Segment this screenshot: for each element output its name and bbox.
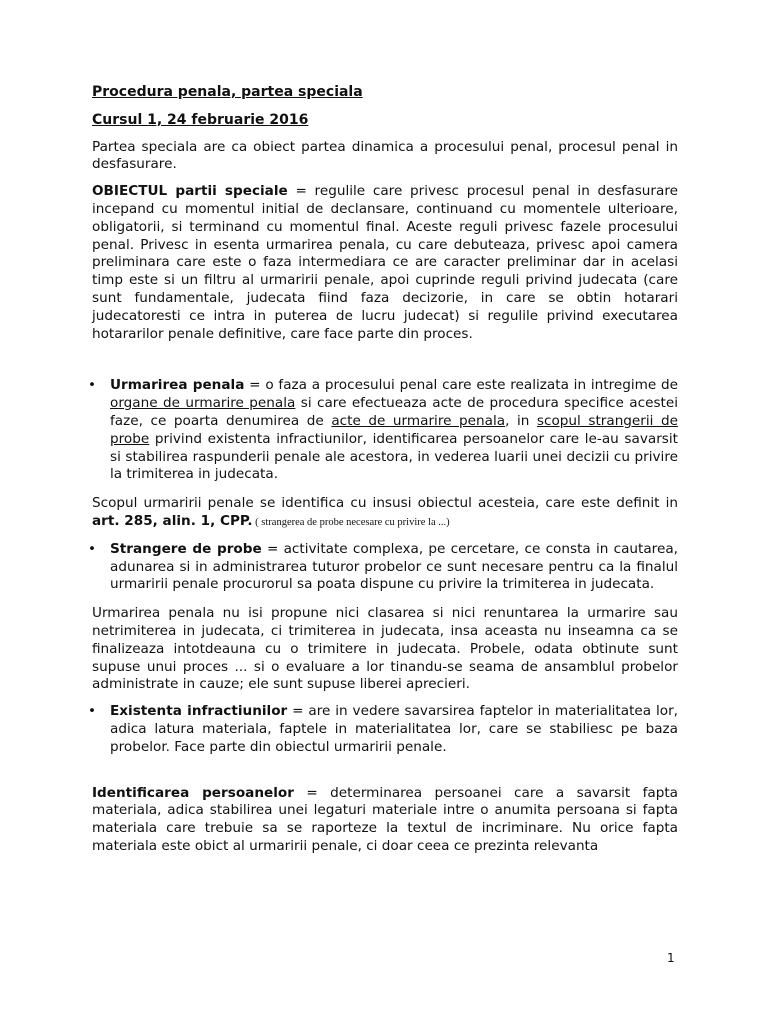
objective-text: = regulile care privesc procesul penal in desfasurare incepand cu momentul initial de declansare, continuand cu momentele ulterioare, obligatorii, si terminand cu momentul final. Aceste reguli privesc fazele procesului penal. Privesc in esenta urmarirea penala, cu care debuteaza, privesc apoi camera preliminara care este o faza intermediara ce are caracter preliminar dar in acelasi timp este si un filtru al urmaririi penale, apoi cuprinde reguli privind judecata (care sunt fundamentale, judecata fiind faza decizorie, in care se obtin hotarari judecatoresti ce intra in puterea de lucru judecat) si regulile privind executarea hotararilor penale definitive, care face parte din proces. (92, 183, 678, 342)
urmarirea-underlined-organe: organe de urmarire penala (110, 395, 296, 412)
identificarea-text: = determinarea persoanei care a savarsit fapta materiala, adica stabilirea unei legaturi materiale intre o anumita persoana si fapta materiala care trebuie sa se raporteze la textul de incriminare. Nu orice fapta materiala este obict al urmaririi penale, ci doar ceea ce prezinta relevanta (92, 784, 678, 854)
strangere-term: Strangere de probe (110, 540, 262, 557)
lecture-heading: Cursul 1, 24 februarie 2016 (92, 111, 309, 128)
existenta-text: = are in vedere savarsirea faptelor in materialitatea lor, adica latura materiala, faptele in materialitatea lor, care se stabiliesc pe baza probelor. Face parte din obiectul urmaririi penale. (110, 703, 678, 755)
strangere-text: = activitate complexa, pe cercetare, ce consta in cautarea, adunarea si in administrarea tuturor probelor ce sunt necesare pentru ca la finalul urmaririi penale procurorul sa poata dispune cu privire la trimiterea in judecata. (110, 540, 678, 593)
identificarea-paragraph (92, 785, 678, 856)
scopul-paragraph (92, 495, 678, 532)
scopul-text: Scopul urmaririi penale se identifica cu insusi obiectul acesteia, care este definit in (92, 495, 678, 512)
bullet-urmarirea (88, 377, 678, 484)
scopul-note: ( strangerea de probe necesare cu privire la ...) (252, 516, 450, 528)
urmarirea-term: Urmarirea penala (110, 377, 245, 394)
objective-term: OBIECTUL partii speciale (92, 183, 288, 200)
scopul-article-reference: art. 285, alin. 1, CPP. (92, 512, 253, 529)
intro-paragraph: Partea speciala are ca obiect partea dinamica a procesului penal, procesul penal in desfasurare. (92, 138, 678, 173)
existenta-term: Existenta infractiunilor (110, 703, 288, 720)
page-number: 1 (667, 951, 675, 965)
bullet-icon: • (88, 377, 97, 394)
document-body (88, 84, 678, 865)
objective-paragraph (92, 183, 678, 343)
urmarirea-underlined-acte: acte de urmarire penala (331, 412, 506, 429)
urmarirea-text-3: , in (505, 412, 537, 429)
identificarea-term: Identificarea persoanelor (92, 784, 294, 801)
bullet-strangere (88, 540, 678, 594)
bullet-icon: • (88, 540, 97, 557)
bullet-icon: • (88, 703, 97, 720)
urmarirea-text-4: privind existenta infractiunilor, identificarea persoanelor care le-au savarsit si stabilirea raspunderii penale ale acestora, in vederea luarii unei decizii cu privire la trimiterea in judecata. (110, 430, 678, 483)
urmarirea-text-1: = o faza a procesului penal care este realizata in intregime de (244, 377, 678, 394)
urmarirea-text-2: si care efectueaza acte de procedura specifice acestei faze, ce poarta denumirea de (110, 395, 678, 429)
document-title: Procedura penala, partea speciala (92, 84, 363, 100)
urmarirea-underlined-scopul: scopul strangerii de probe (110, 412, 678, 447)
clasarea-paragraph: Urmarirea penala nu isi propune nici clasarea si nici renuntarea la urmarire sau netrimiterea in judecata, ci trimiterea in judecata, insa aceasta nu inseamna ca se finalizeaza intotdeauna cu o trimitere in judecata. Probele, odata obtinute sunt supuse unui proces ... si o evaluare a lor tinandu-se seama de ansamblul probelor administrate in cauze; ele sunt supuse liberei aprecieri. (92, 605, 678, 693)
bullet-existenta (88, 703, 678, 756)
